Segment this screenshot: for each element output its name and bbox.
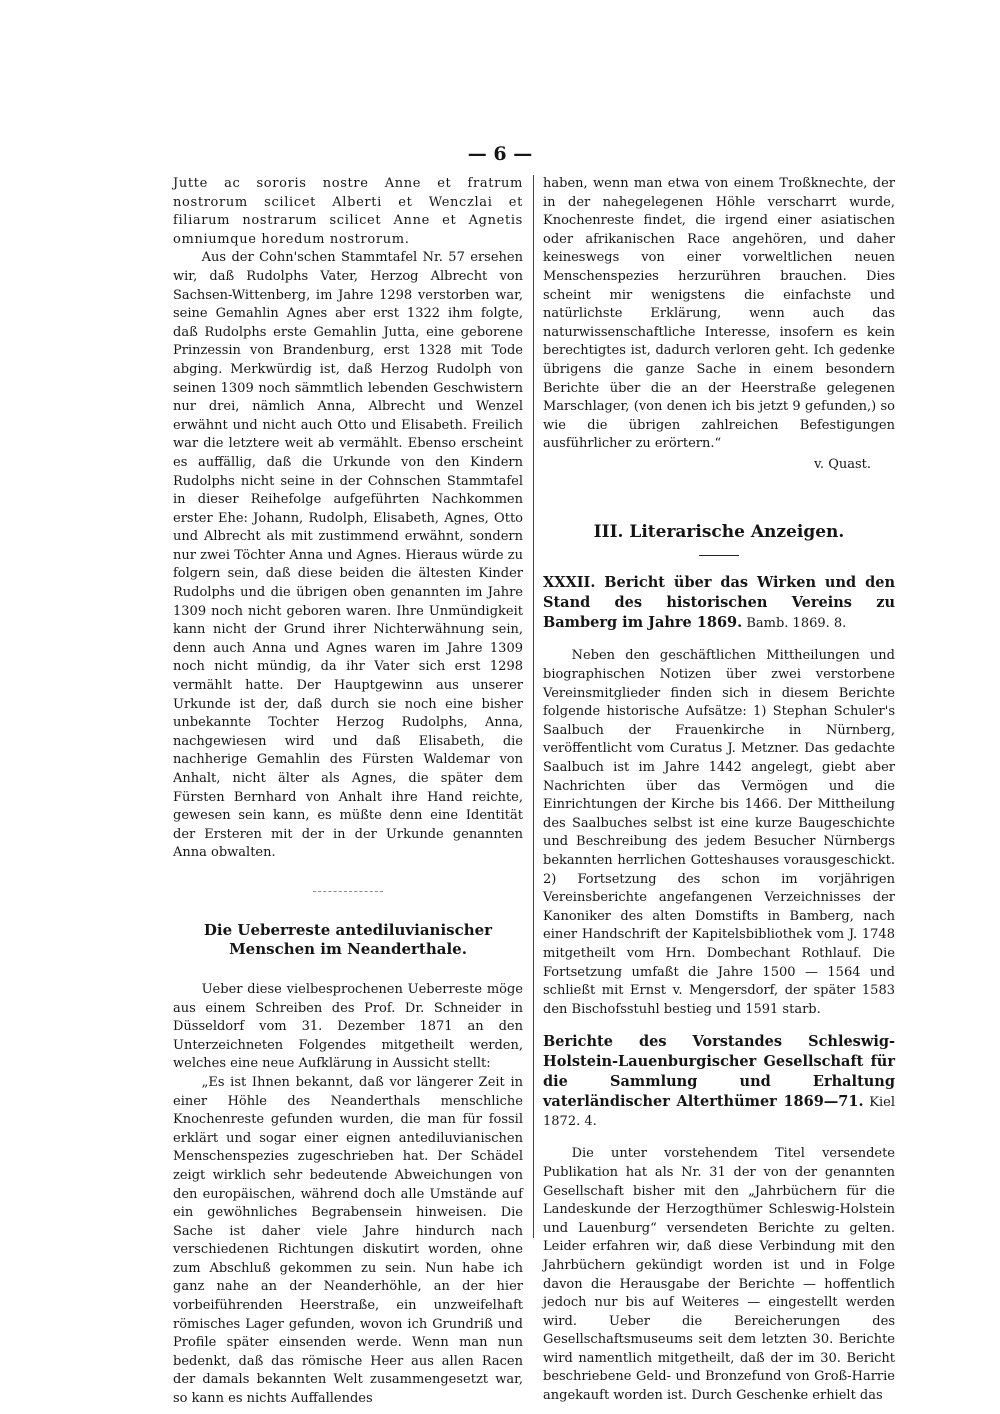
article-title: Die Ueberreste antediluvianischer Menschen im Neanderthale. — [203, 920, 493, 958]
page-number: — 6 — — [467, 143, 533, 165]
review-1-body: Neben den geschäftlichen Mittheilungen und biographischen Notizen über zwei verstorbene Vereinsmitglieder finden sich in diesem Berichte folgende historische Aufsätze: 1) Stephan Schuler's Saalbuch der Frauenkirche in Nürnberg, veröffentlicht vom Curatus J. Metzner. Das gedachte Saalbuch ist im Jahre 1442 angelegt, giebt aber Nachrichten über das Vermögen und die Einrichtungen der Kirche bis 1466. Der Mittheilung des Saalbuches selbst ist eine kurze Baugeschichte und Beschreibung des jedem Besucher Nürnbergs bekannten herrlichen Gotteshauses vorausgeschickt. 2) Fortsetzung des schon im vorjährigen Vereinsberichte angefangenen Verzeichnisses der Kanoniker des alten Domstifts in Bamberg, nach einer Handschrift der Kapitelsbibliothek vom J. 1748 mitgetheilt vom Hrn. Dombechant Rothlauf. Die Fortsetzung umfaßt die Jahre 1500 — 1564 und schließt mit Ernst v. Mengersdorf, der später 1583 den Bischofsstuhl bestieg und 1591 starb. — [543, 648, 895, 1017]
left-column — [173, 175, 523, 1409]
paragraph-intro: Ueber diese vielbesprochenen Ueberreste möge aus einem Schreiben des Prof. Dr. Schneider in Düsseldorf vom 31. Dezember 1871 an den Unterzeichneten Folgendes mitgetheilt werden, welches eine neue Aufklärung in Aussicht stellt: — [173, 981, 523, 1072]
review-2-heading — [543, 1033, 895, 1131]
paragraph-continuation: haben, wenn man etwa von einem Troßknechte, der in der nahegelegenen Höhle verscharrt wurde, Knochenreste findet, die irgend einer asiatischen oder afrikanischen Race angehören, und daher keineswegs von einer vorweltlichen neuen Menschenspezies herzurühren brauchen. Dies scheint mir wenigstens die einfachste und natürlichste Erklärung, wenn auch das naturwissenschaftliche Interesse, insofern es kein berechtigtes ist, dadurch verloren geht. Ich gedenke übrigens die ganze Sache in einem besondern Berichte über die an der Heerstraße gelegenen Marschlager, (von denen ich bis jetzt 9 gefunden,) so wie die übrigen zahlreichen Befestigungen ausführlicher zu erörtern.“ — [543, 176, 895, 452]
review-1-heading — [543, 574, 895, 633]
review-2-title: Berichte des Vorstandes Schleswig-Holstein-Lauenburgischer Gesellschaft für die Sammlung und Erhaltung vaterländischer Alterthümer 1869—71. — [543, 1033, 895, 1110]
signature: v. Quast. — [814, 456, 871, 472]
review-1-title: XXXII. Bericht über das Wirken und den Stand des historischen Vereins zu Bamberg im Jahre 1869. — [543, 574, 895, 631]
column-divider — [533, 175, 534, 1238]
heading-rule — [699, 555, 739, 556]
quote-paragraph: „Es ist Ihnen bekannt, daß vor längerer Zeit in einer Höhle des Neanderthals menschliche Knochenreste gefunden wurden, die man für fossil erklärt und sogar einer eignen antediluvianischen Menschenspezies zugeschrieben hat. Der Schädel zeigt wirklich sehr bedeutende Abweichungen von den europäischen, während doch alle Umstände auf ein gewöhnliches Begrabensein hinweisen. Die Sache ist daher viele Jahre hindurch nach verschiedenen Richtungen diskutirt worden, ohne zum Abschluß gekommen zu sein. Nun habe ich ganz nahe an der Neanderhöhle, an der hier vorbeiführenden Heerstraße, ein unzweifelhaft römisches Lager gefunden, wovon ich Grundriß und Profile später einsenden werde. Wenn man nun bedenkt, daß das römische Heer aus allen Racen der damals bekannten Welt zusammengesetzt war, so kann es nichts Auffallendes — [173, 1074, 523, 1407]
review-1-imprint: Bamb. 1869. 8. — [746, 615, 847, 631]
paragraph-stammtafel: Aus der Cohn'schen Stammtafel Nr. 57 ersehen wir, daß Rudolphs Vater, Herzog Albrecht von Sachsen-Wittenberg, im Jahre 1298 verstorben war, seine Gemahlin Agnes aber erst 1322 ihm folgte, daß Rudolphs erste Gemahlin Jutta, eine geborene Prinzessin von Brandenburg, erst 1328 mit Tode abging. Merkwürdig ist, daß Herzog Rudolph von seinen 1309 noch sämmtlich lebenden Geschwistern nur drei, nämlich Anna, Albrecht und Wenzel erwähnt und nicht auch Otto und Elisabeth. Freilich war die letztere weit ab vermählt. Ebenso erscheint es auffällig, daß die Urkunde von den Kindern Rudolphs nicht seine in der Cohnschen Stammtafel in dieser Reihefolge aufgeführten Nachkommen erster Ehe: Johann, Rudolph, Elisabeth, Agnes, Otto und Albrecht als mit zustimmend erwähnt, sondern nur zwei Töchter Anna und Agnes. Hieraus würde zu folgern sein, daß diese beiden die ältesten Kinder Rudolphs und die übrigen oben genannten im Jahre 1309 noch nicht geboren waren. Ihre Unmündigkeit kann nicht der Grund ihrer Nichterwähnung sein, denn auch Anna und Agnes waren im Jahre 1309 noch nicht mündig, da ihr Vater sich erst 1298 vermählt hatte. Der Hauptgewinn aus unserer Urkunde ist der, daß durch sie noch eine bisher unbekannte Tochter Herzog Rudolphs, Anna, nachgewiesen wird und daß Elisabeth, die nachherige Gemahlin des Fürsten Waldemar von Anhalt, nicht älter als Agnes, die später dem Fürsten Bernhard von Anhalt ihre Hand reichte, gewesen sein kann, es müßte denn eine Identität der Ersteren mit der in der Urkunde genannten Anna obwalten. — [173, 250, 523, 861]
review-2-body: Die unter vorstehendem Titel versendete Publikation hat als Nr. 31 der von der genannten Gesellschaft bisher mit den „Jahrbüchern für die Landeskunde der Herzogthümer Schleswig-Holstein und Lauenburg“ versendeten Berichte zu gelten. Leider erfahren wir, daß diese Verbindung mit den Jahrbüchern gekündigt worden ist und in Folge davon die Herausgabe der Berichte — hoffentlich jedoch nur bis auf Weiteres — eingestellt werden wird. Ueber die Bereicherungen des Gesellschaftsmuseums seit dem letzten 30. Berichte wird namentlich mitgetheilt, daß der im 30. Bericht beschriebene Geld- und Bronzefund von Groß-Harrie angekauft worden ist. Durch Geschenke erhielt das — [543, 1146, 895, 1404]
right-column — [543, 175, 895, 1406]
latin-quote: Jutte ac sororis nostre Anne et fratrum nostrorum scilicet Alberti et Wenczlai et filiarum nostrarum scilicet Anne et Agnetis omniumque horedum nostrorum. — [173, 176, 523, 247]
review-2-imprint: Kiel 1872. 4. — [543, 1094, 895, 1129]
section-heading: III. Literarische Anzeigen. — [593, 521, 845, 542]
ornament-divider — [313, 891, 383, 893]
